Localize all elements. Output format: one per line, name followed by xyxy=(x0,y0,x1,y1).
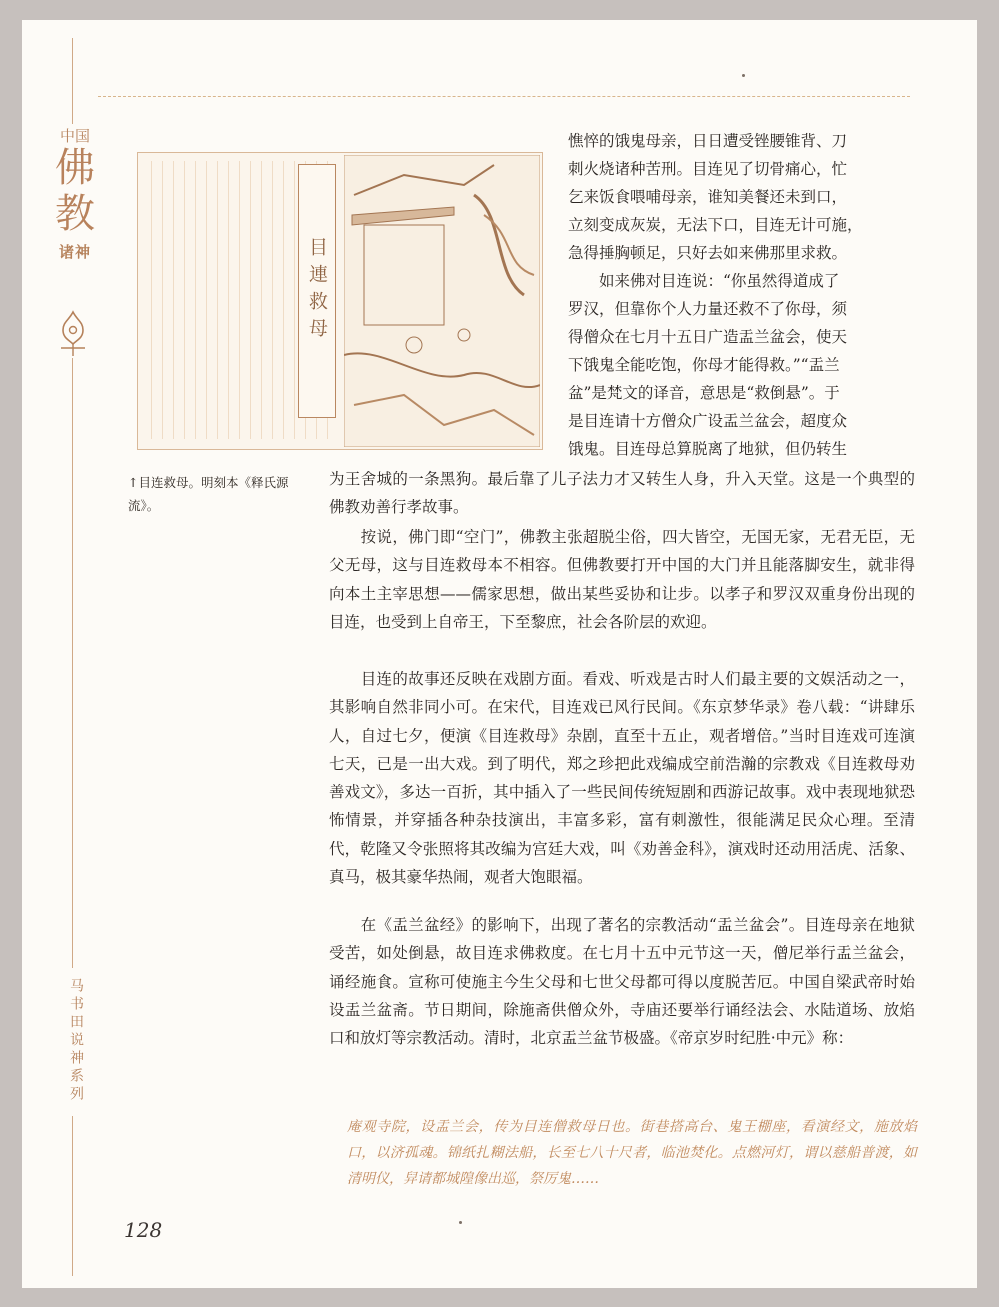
woodblock-illustration xyxy=(137,152,543,450)
paragraph-4: 在《盂兰盆经》的影响下，出现了著名的宗教活动“盂兰盆会”。目连母亲在地狱受苦，如处倒悬，故目连求佛救度。在七月十五中元节这一天，僧尼举行盂兰盆会，诵经施食。宣称可使施主今生父母和七世父母都可得以度脱苦厄。中国自梁武帝时始设盂兰盆斋。节日期间，除施斋供僧众外，寺庙还要举行诵经法会、水陆道场、放焰口和放灯等宗教活动。清时，北京盂兰盆节极盛。《帝京岁时纪胜·中元》称： xyxy=(329,916,915,1048)
text-line: 急得捶胸顿足，只好去如来佛那里求救。 xyxy=(568,244,848,262)
book-subtitle: 诸神 xyxy=(58,243,91,261)
book-title-char-1: 佛 xyxy=(55,145,95,191)
page-number: 128 xyxy=(124,1218,163,1242)
paragraph-3: 目连的故事还反映在戏剧方面。看戏、听戏是古时人们最主要的文娱活动之一，其影响自然非同小可。在宋代，目连戏已风行民间。《东京梦华录》卷八载：“讲肆乐人，自过七夕，便演《目连救母》杂剧，直至十五止，观者增倍。”当时目连戏可连演七天，已是一出大戏。到了明代，郑之珍把此戏编成空前浩瀚的宗教戏《目连救母劝善戏文》，多达一百折，其中插入了一些民间传统短剧和西游记故事。戏中表现地狱恐怖情景，并穿插各种杂技演出，丰富多彩，富有刺激性，很能满足民众心理。至清代，乾隆又令张照将其改编为宫廷大戏，叫《劝善金科》，演戏时还动用活虎、活象、真马，极其豪华热闹，观者大饱眼福。 xyxy=(329,670,915,887)
print-speck xyxy=(742,74,745,77)
block-quote: 庵观寺院，设盂兰会，传为目连僧救母日也。街巷搭高台、鬼王棚座，看演经文，施放焰口，以济孤魂。锦纸扎糊法船，长至七八十尺者，临池焚化。点燃河灯，谓以慈船普渡，如清明仪，舁请都城隍像出巡，祭厉鬼…… xyxy=(347,1119,917,1187)
text-line: 乞来饭食喂哺母亲，谁知美餐还未到口， xyxy=(568,188,848,206)
text-line: 罗汉，但靠你个人力量还救不了你母，须 xyxy=(568,300,848,318)
sidebar-rule-top xyxy=(72,38,73,124)
series-label: 马书田说神系列 xyxy=(68,978,84,1104)
illustration-title-plaque: 目連救母 xyxy=(298,164,336,418)
paragraph-1: 为王舍城的一条黑狗。最后靠了儿子法力才又转生人身，升入天堂。这是一个典型的佛教劝善行孝故事。 xyxy=(329,470,915,517)
book-title-char-2: 教 xyxy=(55,191,95,237)
text-line: 得僧众在七月十五日广造盂兰盆会，使天 xyxy=(568,328,848,346)
header-dashed-rule xyxy=(98,96,910,97)
figure-caption: ↑目连救母。明刻本《释氏源流》。 xyxy=(128,475,289,513)
lotus-ornament-icon xyxy=(57,310,89,358)
print-speck xyxy=(459,1221,462,1224)
text-line: 憔悴的饿鬼母亲，日日遭受锉腰锥背、刀 xyxy=(568,132,848,150)
text-line: 盆”是梵文的译音，意思是“救倒悬”。于 xyxy=(568,384,840,402)
sidebar-rule-bottom xyxy=(72,1116,73,1276)
text-line: 立刻变成灰炭，无法下口，目连无计可施， xyxy=(568,216,863,234)
text-line: 刺火烧诸种苦刑。目连见了切骨痛心，忙 xyxy=(568,160,848,178)
paragraph-2: 按说，佛门即“空门”，佛教主张超脱尘俗，四大皆空，无国无家，无君无臣，无父无母，这与目连救母本不相容。但佛教要打开中国的大门并且能落脚安生，就非得向本土主宰思想——儒家思想，做出某些妥协和让步。以孝子和罗汉双重身份出现的目连，也受到上自帝王，下至黎庶，社会各阶层的欢迎。 xyxy=(329,528,915,631)
text-line: 饿鬼。目连母总算脱离了地狱，但仍转生 xyxy=(568,440,848,458)
book-title-mark xyxy=(48,128,102,262)
book-title-top: 中国 xyxy=(59,127,90,145)
text-line: 是目连请十方僧众广设盂兰盆会，超度众 xyxy=(568,412,848,430)
text-line: 下饿鬼全能吃饱，你母才能得救。”“盂兰 xyxy=(568,356,840,374)
woodblock-scene-image xyxy=(344,155,540,447)
sidebar-rule-middle xyxy=(72,358,73,968)
text-line: 如来佛对目连说：“你虽然得道成了 xyxy=(568,272,840,290)
